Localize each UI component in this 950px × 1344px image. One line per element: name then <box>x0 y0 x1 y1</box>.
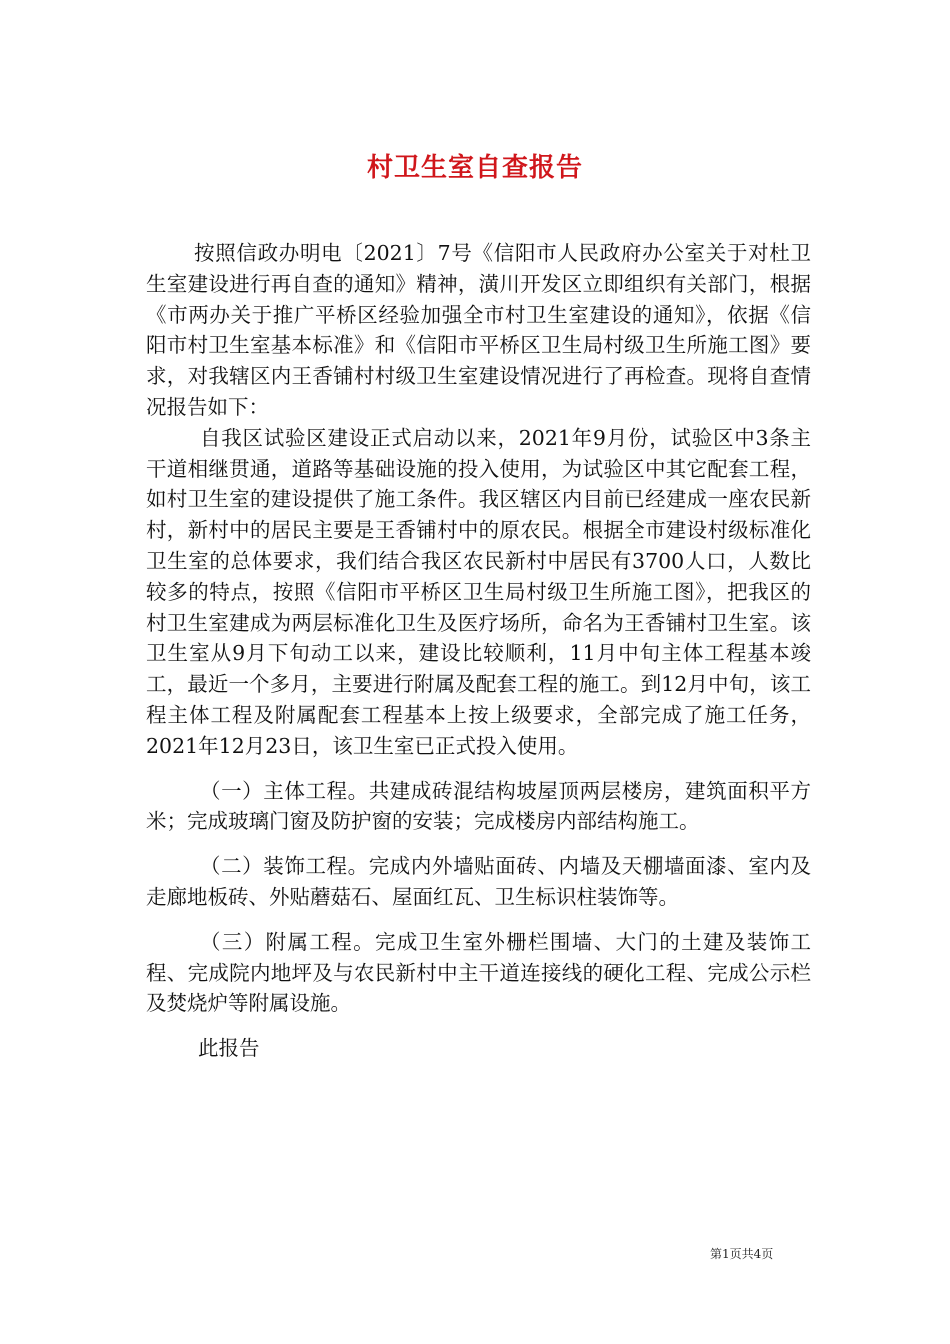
paragraph-decoration-works: （二）装饰工程。完成内外墙贴面砖、内墙及天棚墙面漆、室内及走廊地板砖、外贴蘑菇石、屋面红瓦、卫生标识柱装饰等。 <box>146 854 811 909</box>
paragraph-intro: 按照信政办明电〔2021〕7号《信阳市人民政府办公室关于对杜卫生室建设进行再自查的通知》精神，潢川开发区立即组织有关部门，根据《市两办关于推广平桥区经验加强全市村卫生室建设的通知》，依据《信阳市村卫生室基本标准》和《信阳市平桥区卫生局村级卫生所施工图》要求，对我辖区内王香铺村村级卫生室建设情况进行了再检查。现将自查情况报告如下： <box>146 241 811 419</box>
closing-line: 此报告 <box>198 1036 260 1061</box>
document-title: 村卫生室自查报告 <box>366 153 583 184</box>
document-body <box>146 238 811 1064</box>
paragraph-main-works: （一）主体工程。共建成砖混结构坡屋顶两层楼房，建筑面积平方米；完成玻璃门窗及防护窗的安装；完成楼房内部结构施工。 <box>146 778 811 834</box>
paragraph-progress: 自我区试验区建设正式启动以来，2021年9月份，试验区中3条主干道相继贯通，道路等基础设施的投入使用，为试验区中其它配套工程，如村卫生室的建设提供了施工条件。我区辖区内目前已经建成一座农民新村，新村中的居民主要是王香铺村中的原农民。根据全市建设村级标准化卫生室的总体要求，我们结合我区农民新村中居民有3700人口，人数比较多的特点，按照《信阳市平桥区卫生局村级卫生所施工图》，把我区的村卫生室建成为两层标准化卫生及医疗场所，命名为王香铺村卫生室。该卫生室从9月下旬动工以来，建设比较顺利，11月中旬主体工程基本竣工，最近一个多月，主要进行附属及配套工程的施工。到12月中旬，该工程主体工程及附属配套工程基本上按上级要求，全部完成了施工任务，2021年12月23日，该卫生室已正式投入使用。 <box>146 425 811 758</box>
paragraph-ancillary-works: （三）附属工程。完成卫生室外栅栏围墙、大门的土建及装饰工程、完成院内地坪及与农民新村中主干道连接线的硬化工程、完成公示栏及焚烧炉等附属设施。 <box>146 929 811 1016</box>
page-number: 第1页共4页 <box>710 1247 774 1261</box>
